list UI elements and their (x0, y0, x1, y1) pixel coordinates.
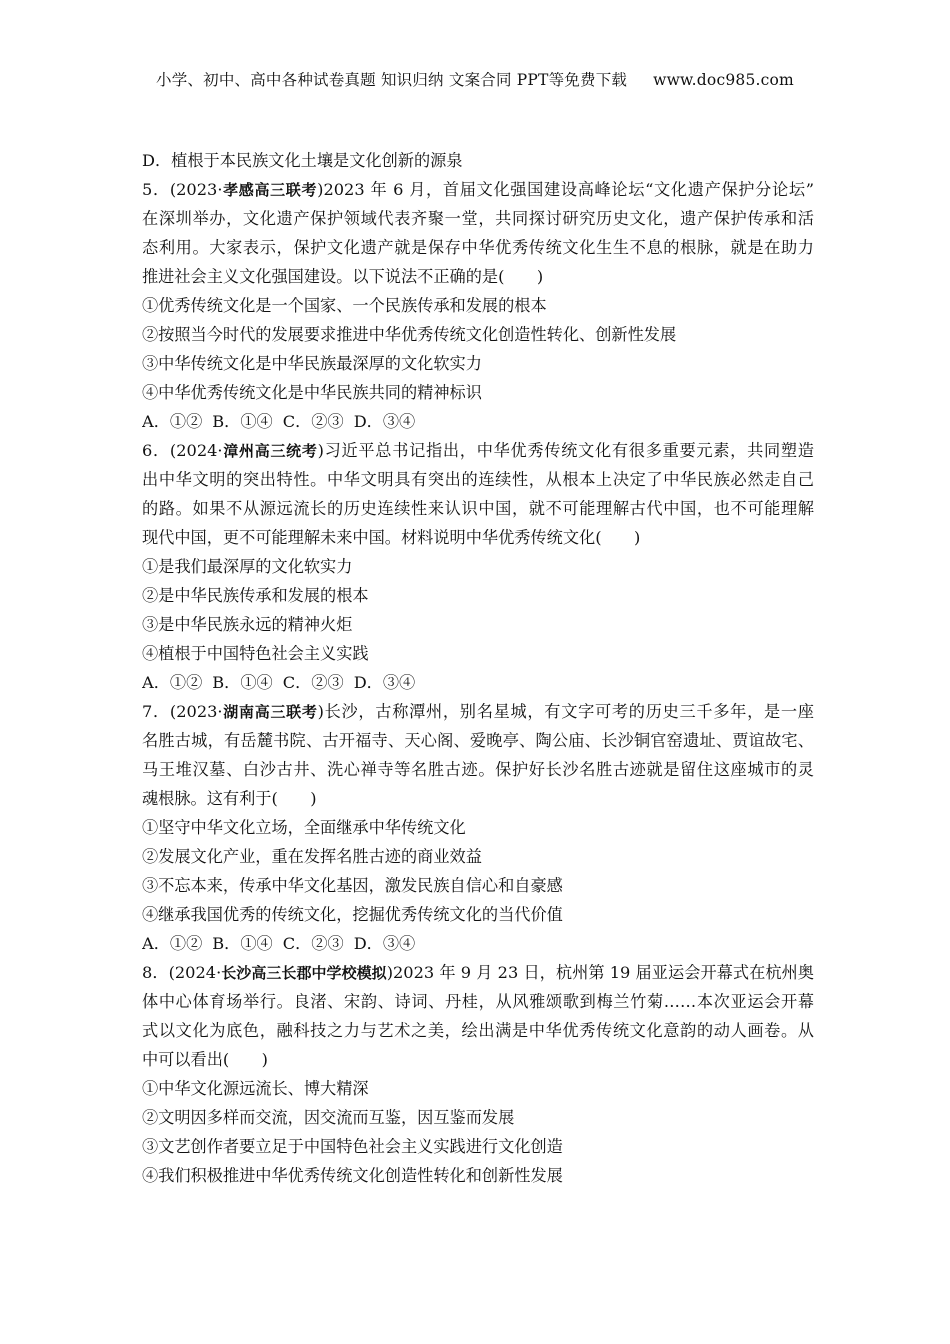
question-stem-line: 式以文化为底色，融科技之力与艺术之美，绘出满是中华优秀传统文化意韵的动人画卷。从 (142, 1021, 814, 1040)
question-stem-first-line (142, 175, 814, 204)
question-6 (142, 436, 814, 697)
answer-option: A．①② (142, 412, 203, 431)
statement-item: ②文明因多样而交流，因交流而互鉴，因互鉴而发展 (142, 1108, 515, 1127)
question-source: 孝感高三联考 (222, 181, 318, 199)
question-source: 漳州高三统考 (222, 442, 318, 460)
question-stem-text: )2023 年 6 月，首届文化强国建设高峰论坛“文化遗产保护分论坛” (317, 180, 814, 199)
question-stem-first-line (142, 697, 814, 726)
answer-option: C．②③ (282, 934, 344, 953)
question-stem-first-line (142, 436, 814, 465)
question-source: 长沙高三长郡中学校模拟 (221, 964, 387, 982)
answer-option: C．②③ (282, 412, 344, 431)
prev-option-d: D．植根于本民族文化土壤是文化创新的源泉 (142, 151, 463, 170)
question-stem-line: 魂根脉。这有利于( ) (142, 789, 317, 808)
question-list (142, 175, 814, 1190)
statement-item: ②发展文化产业，重在发挥名胜古迹的商业效益 (142, 847, 482, 866)
question-stem-line: 马王堆汉墓、白沙古井、洗心禅寺等名胜古迹。保护好长沙名胜古迹就是留住这座城市的灵 (142, 760, 814, 779)
answer-option: C．②③ (282, 673, 344, 692)
answer-option: B．①④ (212, 934, 273, 953)
answer-option: A．①② (142, 673, 203, 692)
statement-item: ④植根于中国特色社会主义实践 (142, 644, 369, 663)
statement-item: ③不忘本来，传承中华文化基因，激发民族自信心和自豪感 (142, 876, 563, 895)
question-stem-first-line (142, 958, 814, 987)
question-stem-line: 出中华文明的突出特性。中华文明具有突出的连续性，从根本上决定了中华民族必然走自己 (142, 470, 814, 489)
question-number: 8． (142, 963, 169, 982)
answer-option: D．③④ (353, 673, 416, 692)
statement-item: ①是我们最深厚的文化软实力 (142, 557, 353, 576)
statement-item: ①优秀传统文化是一个国家、一个民族传承和发展的根本 (142, 296, 547, 315)
question-stem-text: )长沙，古称潭州，别名星城，有文字可考的历史三千多年，是一座 (317, 702, 814, 721)
answer-option: D．③④ (353, 934, 416, 953)
statement-item: ④中华优秀传统文化是中华民族共同的精神标识 (142, 383, 482, 402)
statement-item: ③文艺创作者要立足于中国特色社会主义实践进行文化创造 (142, 1137, 563, 1156)
question-stem-line: 在深圳举办，文化遗产保护领域代表齐聚一堂，共同探讨研究历史文化，遗产保护传承和活 (142, 209, 814, 228)
question-8 (142, 958, 814, 1190)
question-number: 7． (142, 702, 170, 721)
statement-item: ③中华传统文化是中华民族最深厚的文化软实力 (142, 354, 482, 373)
answer-option: B．①④ (212, 673, 273, 692)
answer-option: A．①② (142, 934, 203, 953)
answer-options (142, 668, 814, 697)
question-year: (2024· (169, 441, 223, 460)
answer-option: B．①④ (212, 412, 273, 431)
question-source: 湖南高三联考 (222, 703, 318, 721)
header-url: www.doc985.com (653, 71, 794, 89)
question-stem-line: 现代中国，更不可能理解未来中国。材料说明中华优秀传统文化( ) (142, 528, 641, 547)
question-year: (2024· (168, 963, 222, 982)
statement-item: ④继承我国优秀的传统文化，挖掘优秀传统文化的当代价值 (142, 905, 563, 924)
header-left-text: 小学、初中、高中各种试卷真题 知识归纳 文案合同 PPT等免费下载 (156, 71, 628, 89)
question-stem-line: 名胜古城，有岳麓书院、古开福寺、天心阁、爱晚亭、陶公庙、长沙铜官窑遗址、贾谊故宅、 (142, 731, 814, 750)
question-5 (142, 175, 814, 436)
answer-options (142, 407, 814, 436)
answer-options (142, 929, 814, 958)
question-year: (2023· (169, 702, 223, 721)
statement-item: ②按照当今时代的发展要求推进中华优秀传统文化创造性转化、创新性发展 (142, 325, 677, 344)
question-stem-line: 中可以看出( ) (142, 1050, 268, 1069)
question-content (142, 146, 814, 1190)
answer-option: D．③④ (353, 412, 416, 431)
question-stem-line: 的路。如果不从源远流长的历史连续性来认识中国，就不可能理解古代中国，也不可能理解 (142, 499, 814, 518)
question-stem-line: 推进社会主义文化强国建设。以下说法不正确的是( ) (142, 267, 544, 286)
statement-item: ①中华文化源远流长、博大精深 (142, 1079, 369, 1098)
question-year: (2023· (169, 180, 223, 199)
question-stem-line: 体中心体育场举行。良渚、宋韵、诗词、丹桂，从风雅颂歌到梅兰竹菊……本次亚运会开幕 (142, 992, 814, 1011)
statement-item: ①坚守中华文化立场，全面继承中华传统文化 (142, 818, 466, 837)
statement-item: ④我们积极推进中华优秀传统文化创造性转化和创新性发展 (142, 1166, 563, 1185)
question-7 (142, 697, 814, 958)
question-stem-text: )习近平总书记指出，中华优秀传统文化有很多重要元素，共同塑造 (317, 441, 814, 460)
question-number: 6． (142, 441, 170, 460)
question-stem-text: )2023 年 9 月 23 日，杭州第 19 届亚运会开幕式在杭州奥 (386, 963, 814, 982)
statement-item: ②是中华民族传承和发展的根本 (142, 586, 369, 605)
statement-item: ③是中华民族永远的精神火炬 (142, 615, 353, 634)
question-number: 5． (142, 180, 170, 199)
page-header (0, 68, 950, 90)
question-stem-line: 态利用。大家表示，保护文化遗产就是保存中华优秀传统文化生生不息的根脉，就是在助力 (142, 238, 814, 257)
